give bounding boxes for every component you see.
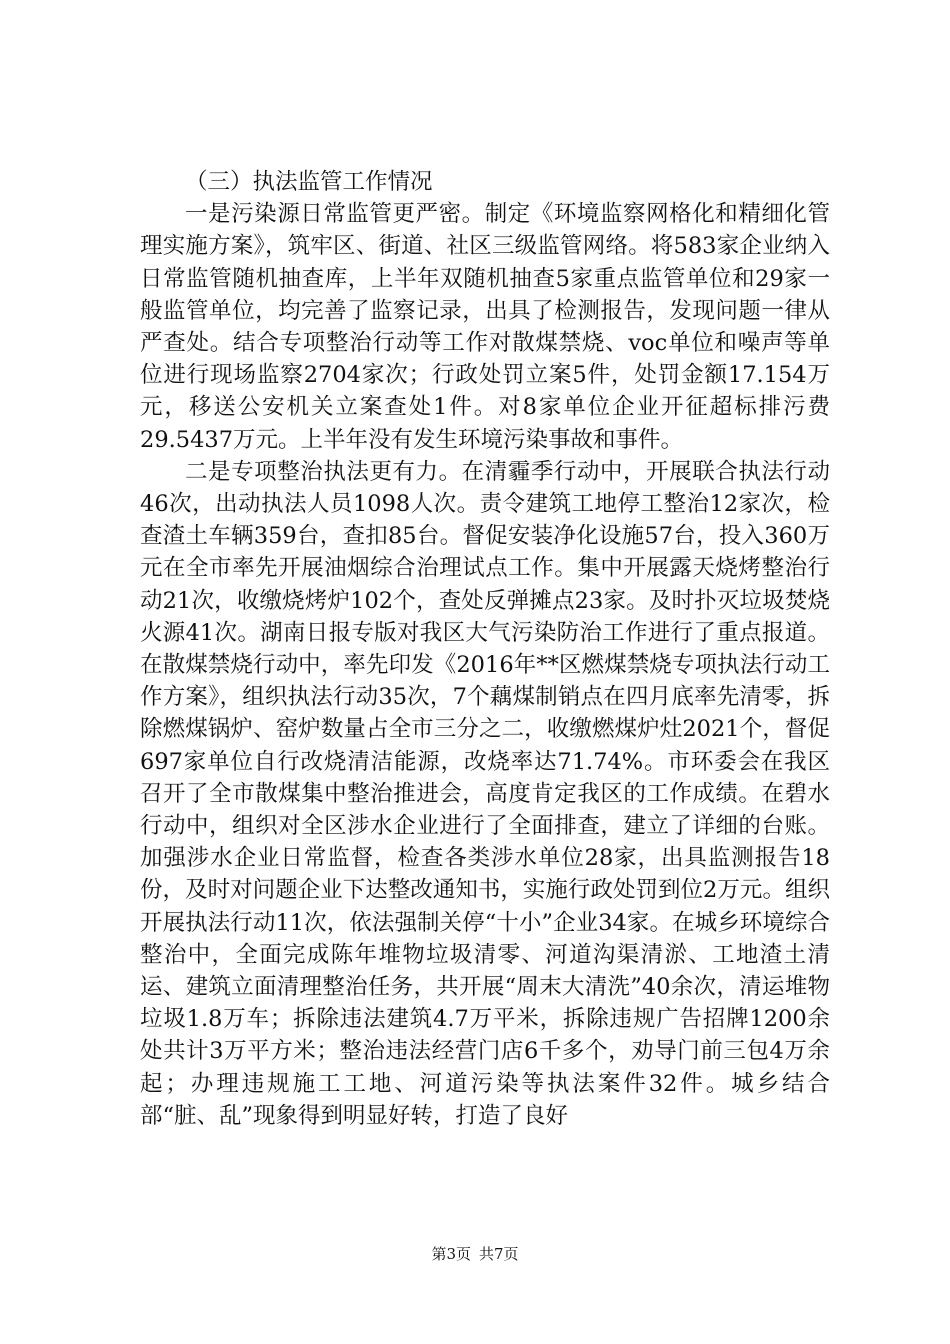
paragraph-1: 一是污染源日常监管更严密。制定《环境监察网格化和精细化管理实施方案》，筑牢区、街道、社区三级监管网络。将583家企业纳入日常监管随机抽查库，上半年双随机抽查5家重点监管单位和29家一般监管单位，均完善了监察记录，出具了检测报告，发现问题一律从严查处。结合专项整治行动等工作对散煤禁烧、voc单位和噪声等单位进行现场监察2704家次；行政处罚立案5件，处罚金额17.154万元，移送公安机关立案查处1件。对8家单位企业开征超标排污费29.5437万元。上半年没有发生环境污染事故和事件。 <box>140 201 830 453</box>
page-number: 第3页 <box>431 1245 471 1263</box>
document-body <box>140 166 830 1132</box>
page-total: 共7页 <box>479 1245 519 1263</box>
page-footer <box>0 1244 950 1264</box>
paragraph-2: 二是专项整治执法更有力。在清霾季行动中，开展联合执法行动46次，出动执法人员1098人次。责令建筑工地停工整治12家次，检查渣土车辆359台，查扣85台。督促安装净化设施57台，投入360万元在全市率先开展油烟综合治理试点工作。集中开展露天烧烤整治行动21次，收缴烧烤炉102个，查处反弹摊点23家。及时扑灭垃圾焚烧火源41次。湖南日报专版对我区大气污染防治工作进行了重点报道。在散煤禁烧行动中，率先印发《2016年**区燃煤禁烧专项执法行动工作方案》，组织执法行动35次，7个藕煤制销点在四月底率先清零，拆除燃煤锅炉、窑炉数量占全市三分之二，收缴燃煤炉灶2021个，督促697家单位自行改烧清洁能源，改烧率达71.74%。市环委会在我区召开了全市散煤集中整治推进会，高度肯定我区的工作成绩。在碧水行动中，组织对全区涉水企业进行了全面排查，建立了详细的台账。加强涉水企业日常监督，检查各类涉水单位28家，出具监测报告18份，及时对问题企业下达整改通知书，实施行政处罚到位2万元。组织开展执法行动11次，依法强制关停“十小”企业34家。在城乡环境综合整治中，全面完成陈年堆物垃圾清零、河道沟渠清淤、工地渣土清运、建筑立面清理整治任务，共开展“周末大清洗”40余次，清运堆物垃圾1.8万车；拆除违法建筑4.7万平米，拆除违规广告招牌1200余处共计3万平方米；整治违法经营门店6千多个，劝导门前三包4万余起；办理违规施工工地、河道污染等执法案件32件。城乡结合部“脏、乱”现象得到明显好转，打造了良好 <box>140 458 830 1129</box>
section-heading: （三）执法监管工作情况 <box>185 169 433 195</box>
